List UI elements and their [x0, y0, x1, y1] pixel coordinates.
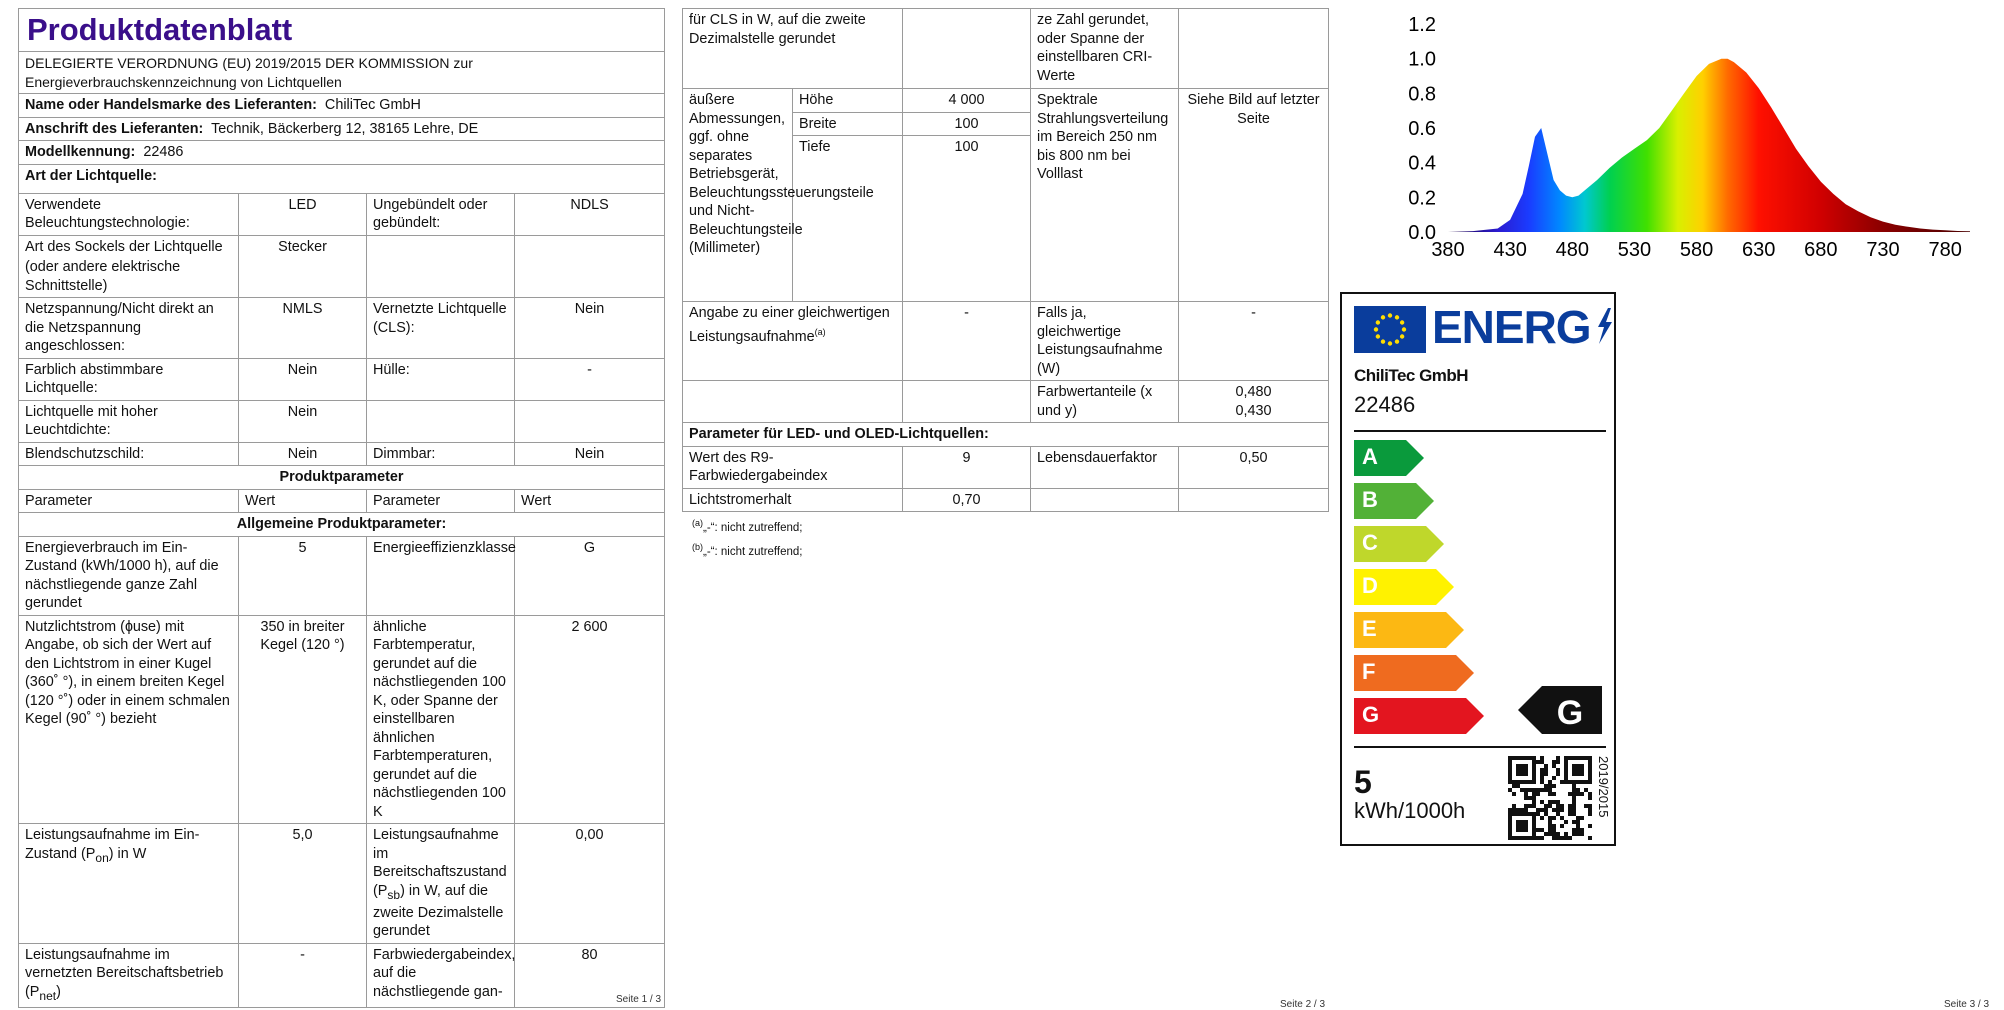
column-header-parameter: Parameter — [367, 489, 515, 513]
lumen-maintenance-value: 0,70 — [903, 488, 1031, 512]
eu-star-icon — [1381, 315, 1385, 319]
page-title: Produktdatenblatt — [19, 9, 665, 52]
lumen-maintenance-label: Lichtstromerhalt — [683, 488, 903, 512]
efficiency-class-letter: E — [1362, 616, 1377, 641]
model-value: 22486 — [143, 144, 184, 160]
empty-cell — [683, 381, 903, 423]
technology-label: Verwendete Beleuchtungstechnologie: — [19, 193, 239, 235]
energy-label-heading: ENERG — [1432, 301, 1591, 353]
spectral-distribution-chart — [1360, 12, 1980, 274]
cct-value: 2 600 — [515, 615, 665, 824]
power-on-label — [19, 824, 239, 944]
x-tick-label: 680 — [1804, 239, 1838, 261]
networked-standby-label — [19, 943, 239, 1007]
x-tick-label: 780 — [1928, 239, 1962, 261]
efficiency-class-value: G — [515, 536, 665, 615]
eu-star-icon — [1388, 341, 1392, 345]
page-3-footer: Seite 3 / 3 — [1944, 999, 1990, 1010]
envelope-label: Hülle: — [367, 358, 515, 400]
survival-factor-label: Lebensdauerfaktor — [1031, 446, 1179, 488]
address-label: Anschrift des Lieferanten: — [25, 120, 204, 137]
power-on-text: Leistungsaufnahme im Ein-Zustand (P — [25, 827, 200, 862]
anti-glare-label: Blendschutzschild: — [19, 442, 239, 466]
useful-flux-value: 350 in breiter Kegel (120 °) — [239, 615, 367, 824]
empty-cell — [367, 400, 515, 442]
footnote-a-marker: (a) — [692, 518, 703, 528]
chromaticity-label: Farbwertanteile (x und y) — [1031, 381, 1179, 423]
model-row — [19, 141, 665, 165]
empty-cell — [1179, 9, 1329, 89]
standby-power-subscript: sb — [387, 887, 401, 902]
efficiency-class-letter: D — [1362, 573, 1378, 598]
footnote-b-text: „-“: nicht zutreffend; — [703, 545, 803, 558]
power-on-value: 5,0 — [239, 824, 367, 944]
consumption-unit: kWh/1000h — [1354, 798, 1466, 823]
energy-consumption-label: Energieverbrauch im Ein-Zustand (kWh/1000 h), auf die nächstliegende ganze Zahl gerundet — [19, 536, 239, 615]
light-source-type-heading: Art der Lichtquelle: — [19, 164, 665, 193]
power-on-subscript: on — [95, 850, 109, 865]
product-datasheet-table — [18, 8, 665, 1008]
eu-star-icon — [1376, 320, 1380, 324]
equivalent-power-label — [683, 302, 903, 381]
standby-power-label — [367, 824, 515, 944]
equivalent-power-w-label: Falls ja, gleichwertige Leistungsaufnahme (W) — [1031, 302, 1179, 381]
qr-code-icon — [1508, 756, 1592, 840]
efficiency-class-label: Energieeffizienzklasse — [367, 536, 515, 615]
efficiency-class-letter: B — [1362, 487, 1378, 512]
high-luminance-label: Lichtquelle mit hoher Leuchtdichte: — [19, 400, 239, 442]
product-parameters-heading: Produktparameter — [19, 466, 665, 490]
eu-star-icon — [1400, 320, 1404, 324]
current-class-indicator — [1518, 686, 1602, 734]
cap-type-value: Stecker — [239, 235, 367, 298]
directional-value: NDLS — [515, 193, 665, 235]
model-label: Modellkennung: — [25, 144, 136, 160]
anti-glare-value: Nein — [239, 442, 367, 466]
energy-consumption-value: 5 — [239, 536, 367, 615]
page-2-footer: Seite 2 / 3 — [1280, 999, 1326, 1010]
product-datasheet-table-continued — [682, 8, 1329, 512]
empty-cell — [903, 381, 1031, 423]
column-header-parameter: Parameter — [19, 489, 239, 513]
efficiency-class-letter: G — [1362, 702, 1380, 727]
y-tick-label: 0.0 — [1408, 222, 1436, 244]
eu-stars-icon — [1354, 306, 1426, 353]
width-label: Breite — [793, 112, 903, 136]
x-tick-label: 480 — [1555, 239, 1589, 261]
efficiency-class-e — [1354, 612, 1464, 648]
cri-label: Farbwiedergabeindex, auf die nächstliegende gan- — [367, 943, 515, 1007]
spectral-distribution-value: Siehe Bild auf letzter Seite — [1179, 89, 1329, 302]
spectral-distribution-label: Spektrale Strahlungsverteilung im Bereich 250 nm bis 800 nm bei Volllast — [1031, 89, 1179, 302]
cri-label-continued: ze Zahl gerundet, oder Spanne der einstellbaren CRI-Werte — [1031, 9, 1179, 89]
equivalent-power-value: - — [903, 302, 1031, 381]
address-row — [19, 117, 665, 141]
power-on-unit: ) in W — [108, 845, 147, 862]
depth-value: 100 — [903, 136, 1031, 302]
lightning-bolt-icon — [1594, 308, 1614, 344]
footnote-b — [692, 538, 1329, 562]
envelope-value: - — [515, 358, 665, 400]
efficiency-class-f — [1354, 655, 1474, 691]
empty-cell — [515, 235, 665, 298]
y-tick-label: 0.2 — [1408, 187, 1436, 210]
column-header-value: Wert — [515, 489, 665, 513]
page-1 — [18, 8, 665, 1008]
efficiency-class-letter: F — [1362, 659, 1376, 684]
technology-value: LED — [239, 193, 367, 235]
height-value: 4 000 — [903, 89, 1031, 113]
spectrum-area — [1448, 59, 1970, 232]
footnote-a — [692, 514, 1329, 538]
cls-label: Vernetzte Lichtquelle (CLS): — [367, 298, 515, 359]
regulation-text: DELEGIERTE VERORDNUNG (EU) 2019/2015 DER KOMMISSION zur Energieverbrauchskennzeichnung von Lichtquellen — [19, 52, 665, 94]
tunable-label: Farblich abstimmbare Lichtquelle: — [19, 358, 239, 400]
cap-type-line2: (oder andere elektrische Schnittstelle) — [25, 259, 181, 294]
equivalent-power-text: Angabe zu einer gleichwertigen Leistungsaufnahme — [689, 305, 890, 345]
networked-standby-text: Leistungsaufnahme im vernetzten Bereitschaftsbetrieb (P — [25, 946, 224, 1000]
x-tick-label: 380 — [1431, 239, 1465, 261]
dimmable-label: Dimmbar: — [367, 442, 515, 466]
page-2 — [682, 8, 1329, 562]
cls-value: Nein — [515, 298, 665, 359]
useful-flux-label: Nutzlichtstrom (ɸuse) mit Angabe, ob sich der Wert auf den Lichtstrom in einer Kugel (360˚ °), in einem breiten Kegel (120 °˚) oder in einem schmalen Kegel (90˚ °) bezieht — [19, 615, 239, 824]
label-model: 22486 — [1354, 392, 1416, 417]
footnote-marker: (a) — [814, 326, 826, 337]
general-parameters-heading: Allgemeine Produktparameter: — [19, 513, 665, 537]
empty-cell — [515, 400, 665, 442]
networked-standby-unit: ) — [56, 983, 61, 1000]
supplier-row — [19, 94, 665, 118]
cap-type-line1: Art des Sockels der Lichtquelle — [25, 238, 223, 255]
eu-flag-icon — [1354, 306, 1426, 353]
footnote-a-text: „-“: nicht zutreffend; — [703, 521, 803, 534]
efficiency-class-d — [1354, 569, 1454, 605]
networked-standby-value: - — [239, 943, 367, 1007]
networked-standby-subscript: net — [39, 988, 57, 1003]
empty-cell — [367, 235, 515, 298]
chromaticity-y: 0,430 — [1235, 402, 1272, 419]
cct-label: ähnliche Farbtemperatur, gerundet auf die nächstliegenden 100 K, oder Spanne der einstellbaren ähnlichen Farbtemperaturen, gerundet auf die nächstliegenden 100 K — [367, 615, 515, 824]
eu-star-icon — [1395, 339, 1399, 343]
eu-star-icon — [1376, 334, 1380, 338]
x-tick-label: 430 — [1493, 239, 1527, 261]
y-tick-label: 0.4 — [1408, 152, 1436, 175]
chromaticity-value — [1179, 381, 1329, 423]
standby-power-unit: ) in W, auf die zweite Dezimalstelle gerundet — [373, 882, 504, 940]
label-supplier: ChiliTec GmbH — [1354, 366, 1469, 385]
cls-standby-label-continued: für CLS in W, auf die zweite Dezimalstelle gerundet — [683, 9, 903, 89]
efficiency-class-a — [1354, 440, 1424, 476]
energy-label — [1340, 292, 1616, 846]
efficiency-class-g — [1354, 698, 1484, 734]
cap-type-label — [19, 235, 239, 298]
empty-cell — [903, 9, 1031, 89]
high-luminance-value: Nein — [239, 400, 367, 442]
r9-label: Wert des R9-Farbwiedergabeindex — [683, 446, 903, 488]
equivalent-power-w-value: - — [1179, 302, 1329, 381]
eu-star-icon — [1402, 327, 1406, 331]
page-1-footer: Seite 1 / 3 — [616, 994, 662, 1005]
x-tick-label: 730 — [1866, 239, 1900, 261]
consumption-value: 5 — [1354, 764, 1372, 800]
tunable-value: Nein — [239, 358, 367, 400]
survival-factor-value: 0,50 — [1179, 446, 1329, 488]
y-tick-label: 1.0 — [1408, 48, 1436, 71]
regulation-number: 2019/2015 — [1596, 756, 1611, 818]
x-tick-label: 630 — [1742, 239, 1776, 261]
chromaticity-x: 0,480 — [1235, 384, 1272, 400]
x-tick-label: 530 — [1617, 239, 1652, 261]
height-label: Höhe — [793, 89, 903, 113]
r9-value: 9 — [903, 446, 1031, 488]
width-value: 100 — [903, 112, 1031, 136]
standby-power-text: Leistungsaufnahme im Bereitschaftszustand (P — [373, 827, 507, 899]
led-parameters-heading: Parameter für LED- und OLED-Lichtquellen: — [683, 423, 1329, 447]
efficiency-class-letter: A — [1362, 444, 1378, 469]
y-tick-label: 0.6 — [1408, 118, 1436, 140]
x-tick-label: 580 — [1679, 239, 1714, 261]
eu-star-icon — [1395, 315, 1399, 319]
dimmable-value: Nein — [515, 442, 665, 466]
dimensions-label: äußere Abmessungen, ggf. ohne separates Betriebsgerät, Beleuchtungssteuerungsteile und Nicht-Beleuchtungsteile (Millimeter) — [683, 89, 793, 302]
divider — [1354, 430, 1606, 432]
column-header-value: Wert — [239, 489, 367, 513]
eu-star-icon — [1381, 339, 1385, 343]
y-tick-label: 0.8 — [1408, 83, 1436, 106]
mains-value: NMLS — [239, 298, 367, 359]
mains-label: Netzspannung/Nicht direkt an die Netzspannung angeschlossen: — [19, 298, 239, 359]
supplier-label: Name oder Handelsmarke des Lieferanten: — [25, 97, 317, 113]
y-tick-label: 1.2 — [1408, 14, 1436, 36]
current-class-letter: G — [1556, 694, 1584, 732]
empty-cell — [1031, 488, 1179, 512]
divider — [1354, 746, 1606, 748]
depth-label: Tiefe — [793, 136, 903, 302]
cri-value: 80 — [515, 943, 665, 1007]
standby-power-value: 0,00 — [515, 824, 665, 944]
eu-star-icon — [1388, 313, 1392, 317]
efficiency-class-letter: C — [1362, 530, 1378, 555]
efficiency-class-b — [1354, 483, 1434, 519]
eu-star-icon — [1374, 327, 1378, 331]
efficiency-class-c — [1354, 526, 1444, 562]
empty-cell — [1179, 488, 1329, 512]
eu-star-icon — [1400, 334, 1404, 338]
footnote-b-marker: (b) — [692, 541, 703, 552]
supplier-value: ChiliTec GmbH — [324, 97, 421, 113]
directional-label: Ungebündelt oder gebündelt: — [367, 193, 515, 235]
address-value: Technik, Bäckerberg 12, 38165 Lehre, DE — [211, 120, 479, 137]
